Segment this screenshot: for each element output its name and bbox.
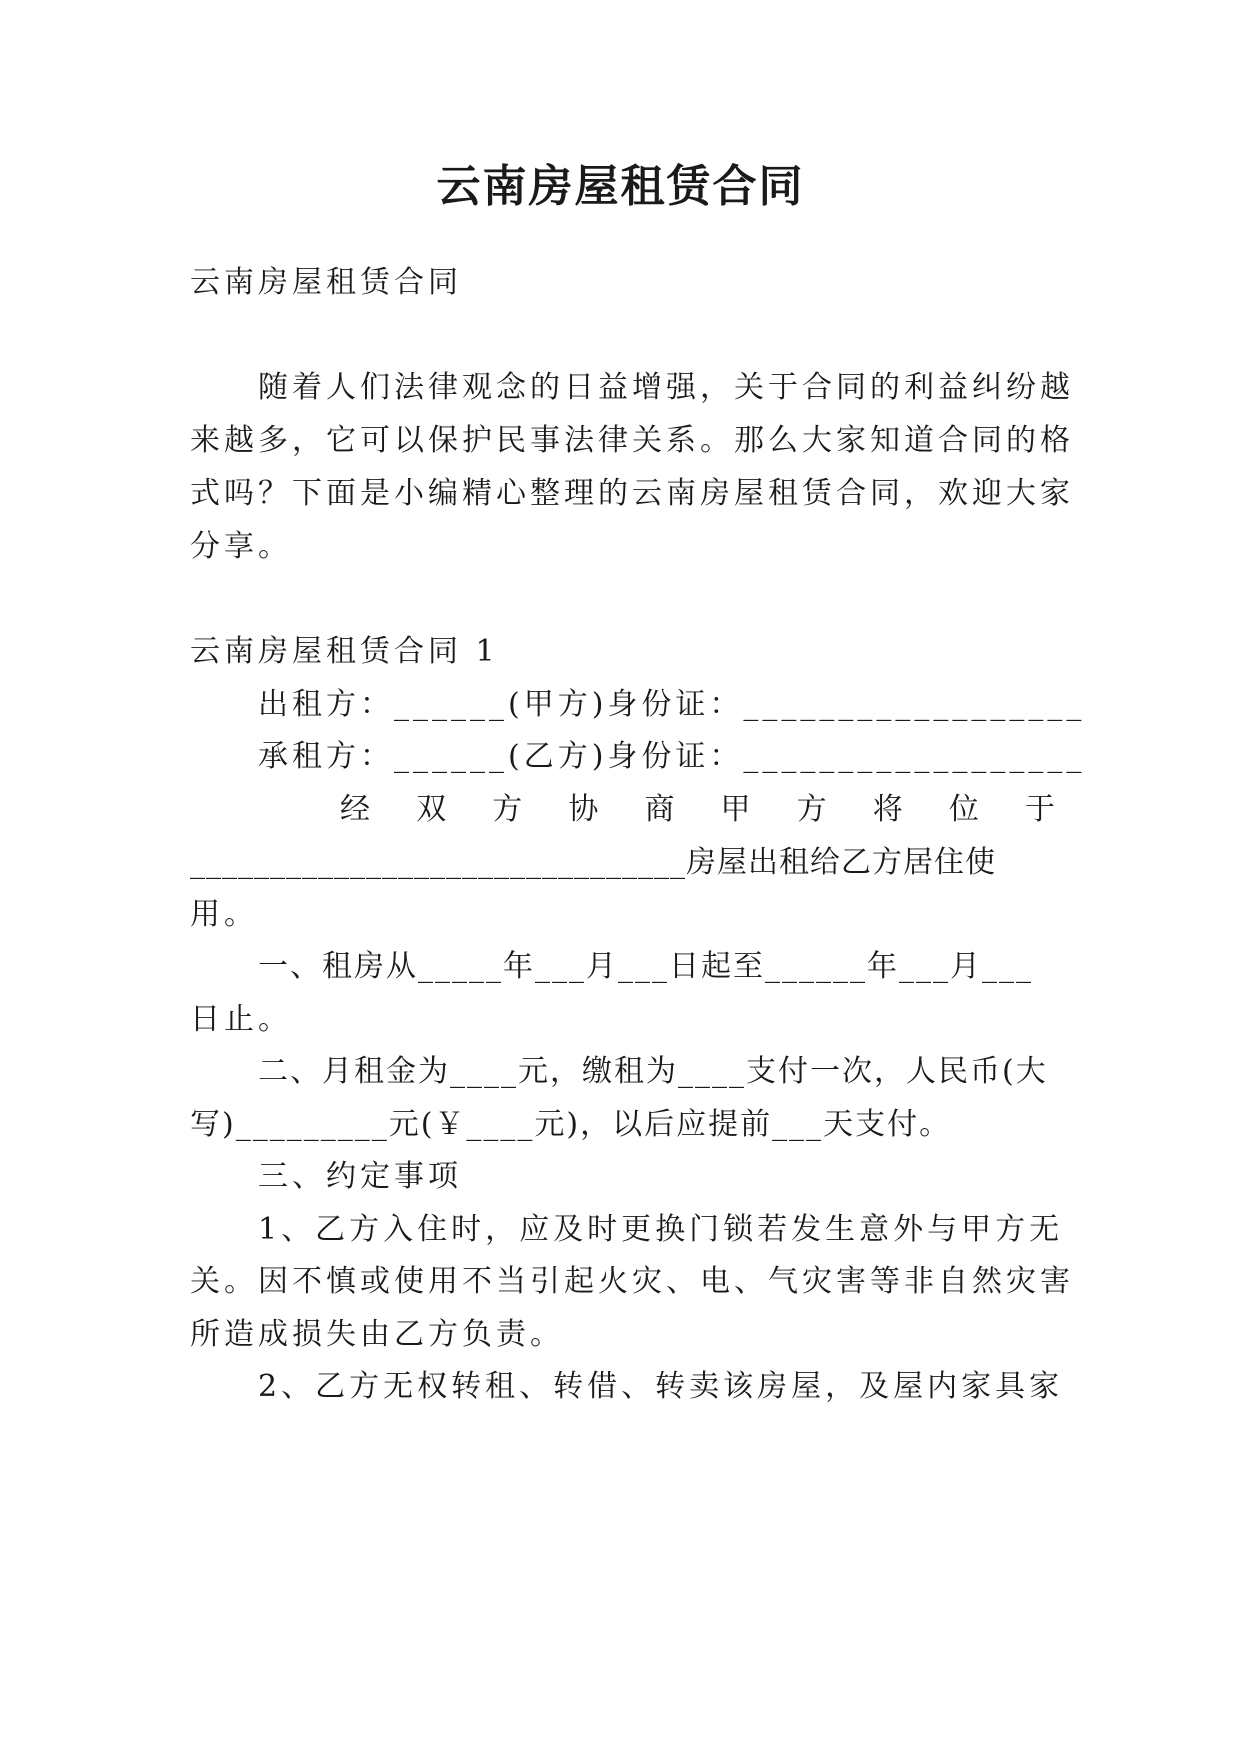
section-title: 云南房屋租赁合同 1 — [190, 634, 499, 669]
agreement-line-3: 用。 — [190, 897, 258, 932]
intro-line-4: 分享。 — [190, 529, 292, 564]
lessor-line: 出租方：______(甲方)身份证：__________________ — [258, 687, 1086, 722]
document-subtitle: 云南房屋租赁合同 — [190, 265, 462, 300]
item-1-line-1: 1、乙方入住时，应及时更换门锁若发生意外与甲方无 — [258, 1212, 1064, 1247]
intro-line-3: 式吗？下面是小编精心整理的云南房屋租赁合同，欢迎大家 — [190, 476, 1074, 511]
clause-1-line-1: 一、租房从_____年___月___日起至______年___月___ — [258, 949, 1033, 984]
lessee-line: 承租方：______(乙方)身份证：__________________ — [258, 739, 1086, 774]
agreement-char: 经 — [340, 792, 370, 827]
agreement-char: 于 — [1024, 792, 1055, 827]
intro-line-2: 来越多，它可以保护民事法律关系。那么大家知道合同的格 — [190, 423, 1074, 458]
clause-1-line-2: 日止。 — [190, 1002, 292, 1037]
clause-3-title: 三、约定事项 — [258, 1159, 462, 1194]
item-2-line-1: 2、乙方无权转租、转借、转卖该房屋，及屋内家具家 — [258, 1369, 1064, 1404]
agreement-line-1 — [340, 790, 1055, 830]
agreement-line-2: _______________________________房屋出租给乙方居住使 — [190, 845, 996, 880]
intro-line-1: 随着人们法律观念的日益增强，关于合同的利益纠纷越 — [258, 370, 1074, 405]
agreement-char: 协 — [568, 792, 599, 827]
item-1-line-3: 所造成损失由乙方负责。 — [190, 1317, 564, 1352]
agreement-char: 商 — [644, 792, 675, 827]
agreement-char: 将 — [872, 792, 903, 827]
agreement-char: 方 — [492, 792, 523, 827]
agreement-char: 方 — [796, 792, 827, 827]
agreement-char: 位 — [948, 792, 979, 827]
item-1-line-2: 关。因不慎或使用不当引起火灾、电、气灾害等非自然灾害 — [190, 1264, 1074, 1299]
agreement-char: 双 — [416, 792, 447, 827]
agreement-char: 甲 — [720, 792, 751, 827]
clause-2-line-2: 写)_________元(￥____元)，以后应提前___天支付。 — [190, 1107, 952, 1142]
document-title: 云南房屋租赁合同 — [436, 161, 805, 212]
clause-2-line-1: 二、月租金为____元，缴租为____支付一次，人民币(大 — [258, 1054, 1048, 1089]
